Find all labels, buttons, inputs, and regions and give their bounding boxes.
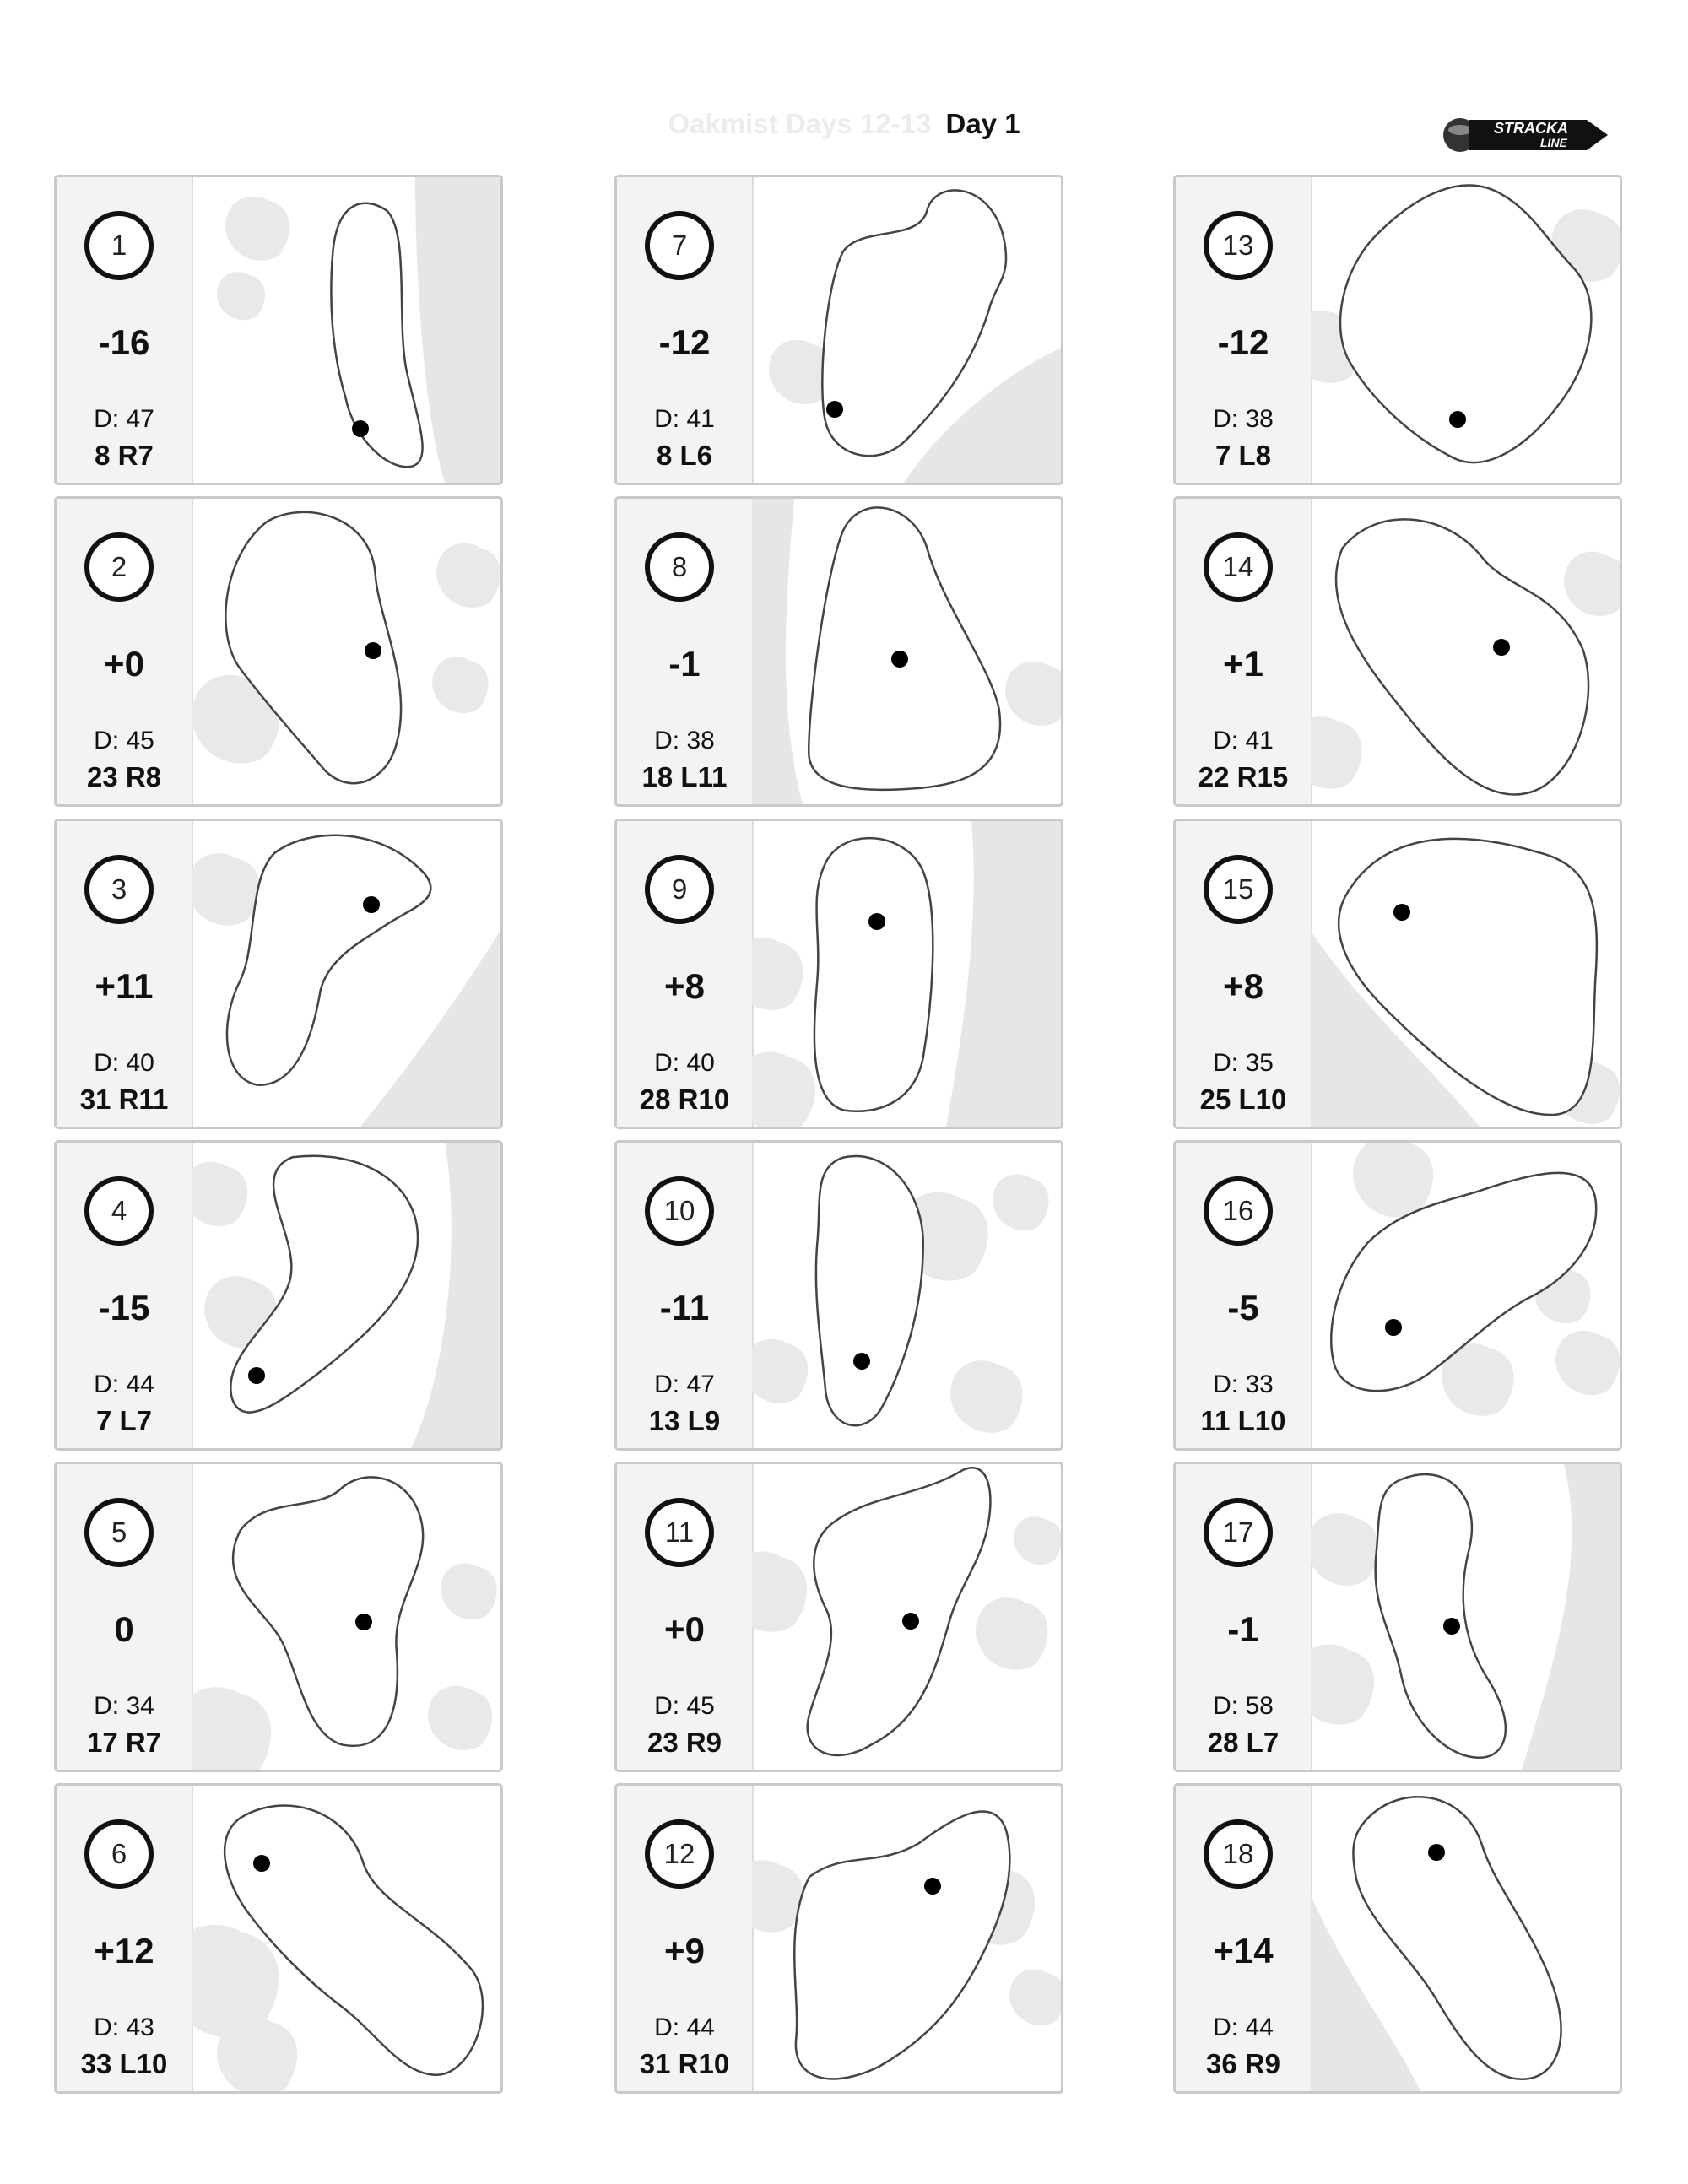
- green-depth: D: 35: [1213, 1049, 1274, 1077]
- tree-shading: [752, 1339, 808, 1403]
- hole-number: 13: [1204, 211, 1273, 280]
- hole-number: 16: [1204, 1176, 1273, 1246]
- tree-shading: [1005, 662, 1063, 726]
- hole-info-panel: [1176, 821, 1312, 1127]
- hole-slope-value: -5: [1227, 1288, 1259, 1327]
- faded-event-title: Oakmist Days 12-13: [668, 108, 932, 139]
- pin-position: 31 R10: [639, 2048, 730, 2079]
- hole-slope-value: -16: [98, 322, 150, 362]
- tree-shading: [752, 938, 803, 1010]
- hole-slope-value: -12: [658, 322, 711, 362]
- tree-shading: [950, 1360, 1023, 1433]
- green-diagram: [192, 177, 503, 483]
- tree-shading: [1009, 1969, 1063, 2025]
- green-depth: D: 33: [1213, 1370, 1274, 1398]
- hole-number: 10: [645, 1176, 714, 1246]
- hole-slope-value: +11: [95, 966, 154, 1006]
- green-surface: [819, 1159, 921, 1424]
- tree-shading: [1014, 1516, 1062, 1565]
- pin-dot: [826, 401, 843, 418]
- pin-dot: [868, 913, 885, 930]
- hole-info-panel: [617, 1464, 754, 1770]
- pin-position: 31 R11: [79, 1084, 169, 1115]
- tree-shading: [1353, 1143, 1433, 1218]
- hole-slope-value: +0: [664, 1609, 705, 1649]
- hole-number: 9: [645, 855, 714, 924]
- green-depth: D: 41: [1213, 727, 1274, 754]
- hole-card: [614, 1783, 1063, 2094]
- pin-position: 23 R9: [647, 1727, 722, 1758]
- hole-number: 12: [645, 1819, 714, 1889]
- pin-dot: [891, 651, 908, 668]
- pin-dot: [355, 1614, 372, 1630]
- tree-shading: [1311, 716, 1362, 789]
- green-depth: D: 41: [654, 405, 715, 433]
- terrain-shading: [1522, 1464, 1622, 1770]
- tree-shading: [1555, 1331, 1620, 1395]
- green-surface: [235, 1479, 421, 1743]
- pin-position: 36 R9: [1205, 2048, 1281, 2079]
- green-diagram: [192, 1464, 503, 1770]
- tree-shading: [192, 1162, 247, 1226]
- hole-number: 8: [645, 532, 714, 602]
- tree-shading: [192, 1687, 271, 1770]
- hole-number: 11: [645, 1498, 714, 1567]
- green-depth: D: 40: [654, 1049, 715, 1077]
- pin-dot: [363, 896, 380, 913]
- green-depth: D: 34: [94, 1692, 154, 1720]
- green-depth: D: 40: [94, 1049, 154, 1077]
- hole-card: [54, 175, 503, 485]
- green-surface: [1377, 1477, 1503, 1755]
- hole-card: [1173, 496, 1622, 807]
- pin-dot: [365, 642, 381, 659]
- hole-slope-value: -1: [1227, 1609, 1259, 1649]
- pin-position: 7 L7: [95, 1405, 153, 1436]
- hole-card: [614, 175, 1063, 485]
- hole-number: 3: [84, 855, 154, 924]
- hole-info-panel: [57, 821, 193, 1127]
- green-surface: [333, 206, 420, 465]
- tree-shading: [1311, 1513, 1379, 1586]
- green-depth: D: 44: [654, 2014, 715, 2041]
- pin-position: 8 R7: [95, 440, 154, 471]
- pin-dot: [1493, 639, 1510, 656]
- tree-shading: [1311, 1644, 1374, 1724]
- green-diagram: [1311, 1786, 1622, 2091]
- hole-slope-value: +1: [1223, 644, 1263, 684]
- pin-position: 13 L9: [648, 1405, 721, 1436]
- hole-number: 7: [645, 211, 714, 280]
- tree-shading: [752, 1551, 807, 1631]
- green-surface: [811, 510, 998, 787]
- green-diagram: [1311, 1143, 1622, 1448]
- pin-position: 11 L10: [1200, 1405, 1286, 1436]
- pin-position: 17 R7: [86, 1727, 162, 1758]
- hole-info-panel: [617, 1786, 754, 2091]
- tree-shading: [217, 272, 265, 320]
- green-diagram: [1311, 177, 1622, 483]
- terrain-shading: [946, 821, 1063, 1127]
- hole-slope-value: -1: [668, 644, 701, 684]
- pin-position: 28 L7: [1207, 1727, 1280, 1758]
- pin-dot: [1443, 1618, 1460, 1635]
- svg-text:LINE: LINE: [1540, 136, 1567, 149]
- hole-card: [54, 496, 503, 807]
- pin-position: 23 R8: [86, 761, 162, 792]
- pin-dot: [352, 420, 369, 437]
- pin-dot: [853, 1353, 870, 1370]
- green-depth: D: 44: [94, 1370, 154, 1398]
- green-diagram: [752, 499, 1063, 804]
- hole-info-panel: [57, 1464, 193, 1770]
- hole-slope-value: -11: [659, 1288, 710, 1327]
- green-diagram: [752, 177, 1063, 483]
- hole-slope-value: +9: [664, 1931, 705, 1970]
- green-depth: D: 43: [94, 2014, 154, 2041]
- green-diagram: [752, 821, 1063, 1127]
- green-diagram: [1311, 1464, 1622, 1770]
- green-diagram: [192, 1786, 503, 2091]
- pin-position: 28 R10: [639, 1084, 730, 1115]
- hole-card: [54, 1783, 503, 2094]
- tree-shading: [217, 2016, 297, 2091]
- hole-info-panel: [57, 1143, 193, 1448]
- hole-info-panel: [57, 499, 193, 804]
- hole-slope-value: -15: [98, 1288, 150, 1327]
- pin-dot: [902, 1613, 919, 1630]
- green-diagram: [192, 821, 503, 1127]
- hole-card: [54, 819, 503, 1129]
- green-depth: D: 38: [1213, 405, 1274, 433]
- hole-slope-value: +14: [1213, 1931, 1274, 1970]
- hole-card: [54, 1140, 503, 1451]
- hole-card: [1173, 1462, 1622, 1772]
- tree-shading: [436, 543, 500, 608]
- hole-info-panel: [57, 1786, 193, 2091]
- hole-card: [54, 1462, 503, 1772]
- pin-position: 7 L8: [1215, 440, 1272, 471]
- hole-slope-value: +12: [94, 1931, 154, 1970]
- pin-dot: [1449, 411, 1466, 428]
- green-surface: [817, 841, 931, 1109]
- green-diagram: [752, 1143, 1063, 1448]
- hole-info-panel: [617, 499, 754, 804]
- hole-info-panel: [1176, 499, 1312, 804]
- green-diagram: [192, 499, 503, 804]
- strackaline-logo: [1435, 108, 1608, 159]
- hole-number: 18: [1204, 1819, 1273, 1889]
- green-depth: D: 38: [654, 727, 715, 754]
- pin-dot: [1428, 1844, 1445, 1861]
- pin-dot: [1385, 1319, 1402, 1336]
- terrain-shading: [360, 922, 503, 1127]
- green-depth: D: 58: [1213, 1692, 1274, 1720]
- tree-shading: [441, 1563, 497, 1619]
- hole-card: [1173, 175, 1622, 485]
- tree-shading: [432, 657, 489, 713]
- pin-position: 8 L6: [656, 440, 713, 471]
- hole-card: [1173, 1140, 1622, 1451]
- svg-text:STRACKA: STRACKA: [1494, 120, 1568, 137]
- hole-number: 5: [84, 1498, 154, 1567]
- hole-card: [1173, 819, 1622, 1129]
- hole-slope-value: +8: [664, 966, 705, 1006]
- green-surface: [1339, 522, 1587, 792]
- hole-number: 2: [84, 532, 154, 602]
- pin-position: 18 L11: [641, 761, 728, 792]
- tree-shading: [225, 197, 289, 261]
- terrain-shading: [411, 1143, 503, 1448]
- hole-slope-value: +0: [104, 644, 144, 684]
- pin-dot: [1393, 904, 1410, 921]
- hole-info-panel: [617, 821, 754, 1127]
- hole-card: [1173, 1783, 1622, 2094]
- hole-info-panel: [1176, 1786, 1312, 2091]
- green-diagram: [1311, 821, 1622, 1127]
- green-surface: [797, 1814, 1008, 2076]
- green-depth: D: 45: [654, 1692, 715, 1720]
- green-depth: D: 47: [654, 1370, 715, 1398]
- tree-shading: [192, 853, 260, 926]
- hole-number: 6: [84, 1819, 154, 1889]
- tree-shading: [1564, 552, 1622, 616]
- tree-shading: [993, 1174, 1049, 1230]
- hole-number: 15: [1204, 855, 1273, 924]
- hole-info-panel: [57, 177, 193, 483]
- hole-info-panel: [617, 1143, 754, 1448]
- green-diagram: [1311, 499, 1622, 804]
- green-diagram: [752, 1786, 1063, 2091]
- green-surface: [809, 1470, 987, 1753]
- hole-slope-value: 0: [114, 1609, 134, 1649]
- hole-info-panel: [1176, 1143, 1312, 1448]
- pin-position: 22 R15: [1198, 761, 1289, 792]
- hole-card: [614, 1462, 1063, 1772]
- pin-position: 33 L10: [80, 2048, 168, 2079]
- green-depth: D: 47: [94, 405, 154, 433]
- pin-dot: [253, 1855, 270, 1872]
- pin-dot: [924, 1878, 941, 1895]
- hole-info-panel: [1176, 1464, 1312, 1770]
- hole-number: 4: [84, 1176, 154, 1246]
- green-diagram: [752, 1464, 1063, 1770]
- terrain-shading: [752, 499, 803, 804]
- tree-shading: [428, 1686, 492, 1750]
- tree-shading: [752, 1051, 815, 1127]
- hole-card: [614, 1140, 1063, 1451]
- green-diagram: [192, 1143, 503, 1448]
- green-depth: D: 45: [94, 727, 154, 754]
- terrain-shading: [415, 177, 503, 483]
- hole-slope-value: -12: [1217, 322, 1269, 362]
- hole-card: [614, 496, 1063, 807]
- green-surface: [230, 838, 429, 1083]
- hole-card: [614, 819, 1063, 1129]
- hole-number: 1: [84, 211, 154, 280]
- green-depth: D: 44: [1213, 2014, 1274, 2041]
- pin-dot: [248, 1367, 265, 1384]
- day-label: Day 1: [945, 108, 1020, 139]
- hole-slope-value: +8: [1223, 966, 1263, 1006]
- hole-number: 14: [1204, 532, 1273, 602]
- hole-number: 17: [1204, 1498, 1273, 1567]
- hole-info-panel: [617, 177, 754, 483]
- hole-info-panel: [1176, 177, 1312, 483]
- tree-shading: [976, 1597, 1048, 1670]
- pin-position: 25 L10: [1199, 1084, 1287, 1115]
